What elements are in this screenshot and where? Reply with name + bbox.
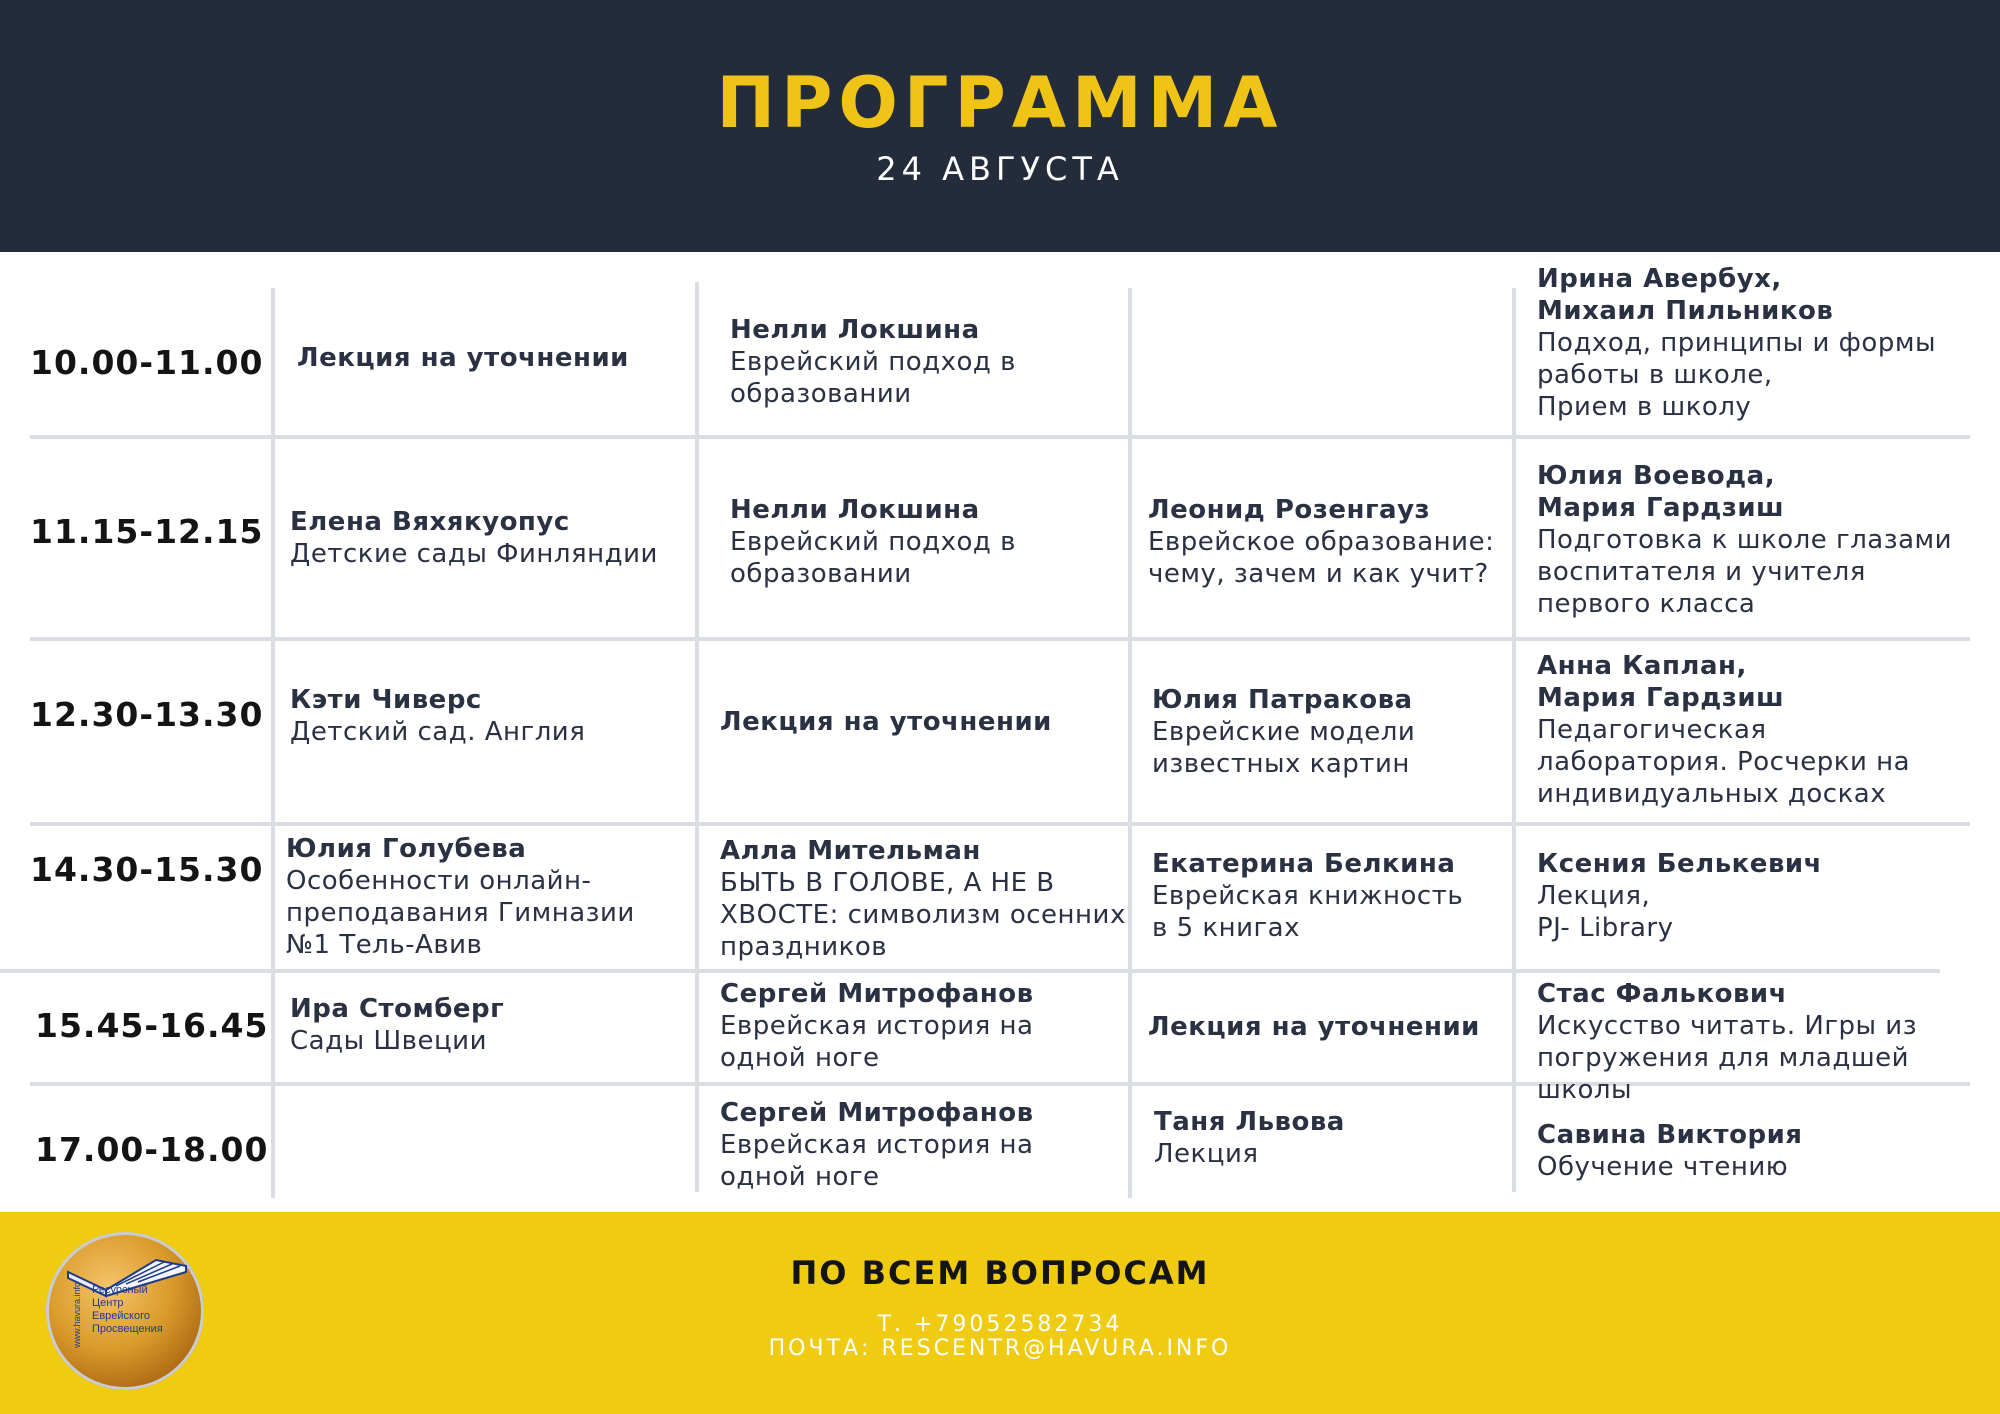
session-cell [1537, 978, 2000, 1106]
session-topic: Детские сады Финляндии [290, 539, 658, 569]
time-slot: 15.45-16.45 [35, 1006, 269, 1045]
session-cell [730, 494, 1016, 590]
session-cell [1537, 263, 1936, 423]
speaker-name: Алла Мительман [720, 836, 981, 866]
logo-org-name: Ресурсный Центр Еврейского Просвещения [92, 1284, 163, 1335]
session-topic: Детский сад. Англия [290, 717, 586, 747]
session-cell [1154, 1106, 1345, 1170]
session-topic: Еврейская книжность в 5 книгах [1152, 881, 1464, 943]
row-divider [0, 969, 1940, 973]
speaker-name: Сергей Митрофанов [720, 979, 1034, 1009]
speaker-name: Ксения Белькевич [1537, 849, 1822, 879]
speaker-name: Нелли Локшина [730, 315, 980, 345]
session-cell [720, 706, 1052, 738]
speaker-name: Ирина Авербух, Михаил Пильников [1537, 264, 1834, 326]
session-topic: Лекция [1154, 1139, 1259, 1169]
column-divider [271, 288, 275, 1198]
time-slot: 12.30-13.30 [30, 695, 264, 734]
session-topic: Особенности онлайн- преподавания Гимназии №1 Тель-Авив [286, 866, 635, 960]
session-cell [1148, 494, 1494, 590]
speaker-name: Екатерина Белкина [1152, 849, 1456, 879]
session-cell [297, 342, 629, 374]
session-cell [290, 684, 585, 748]
session-cell [1152, 848, 1463, 944]
time-slot: 14.30-15.30 [30, 850, 264, 889]
session-cell [290, 506, 658, 570]
speaker-name: Лекция на уточнении [297, 343, 629, 373]
session-cell [720, 978, 1034, 1074]
session-topic: Еврейский подход в образовании [730, 527, 1016, 589]
column-divider [1128, 288, 1132, 1198]
speaker-name: Стас Фалькович [1537, 979, 1788, 1009]
contact-phone: Т. +79052582734 [877, 1312, 1123, 1337]
speaker-name: Ира Стомберг [290, 994, 505, 1024]
contact-heading: ПО ВСЕМ ВОПРОСАМ [790, 1254, 1210, 1292]
logo-url: www.havura.info [72, 1281, 83, 1349]
column-divider [695, 282, 699, 1192]
speaker-name: Кэти Чиверс [290, 685, 482, 715]
logo [46, 1232, 204, 1390]
row-divider [30, 637, 1970, 641]
time-slot: 17.00-18.00 [35, 1130, 269, 1169]
session-cell [720, 835, 1126, 963]
session-cell [1537, 650, 1910, 810]
session-cell [1537, 460, 1952, 620]
session-topic: Обучение чтению [1537, 1152, 1789, 1182]
session-topic: Сады Швеции [290, 1026, 487, 1056]
session-cell [1537, 1119, 1803, 1183]
session-cell [1152, 684, 1415, 780]
session-topic: Подготовка к школе глазами воспитателя и учителя первого класса [1537, 525, 1953, 619]
speaker-name: Юлия Воевода, Мария Гардзиш [1537, 461, 1785, 523]
speaker-name: Анна Каплан, Мария Гардзиш [1537, 651, 1785, 713]
session-topic: Еврейская история на одной ноге [720, 1011, 1034, 1073]
contact-email: ПОЧТА: RESCENTR@HAVURA.INFO [768, 1336, 1232, 1361]
time-slot: 11.15-12.15 [30, 512, 264, 551]
session-cell [1148, 1011, 1480, 1043]
column-divider [1512, 288, 1516, 1192]
session-cell [290, 993, 504, 1057]
session-topic: Лекция, PJ- Library [1537, 881, 1674, 943]
speaker-name: Елена Вяхякуопус [290, 507, 570, 537]
time-slot: 10.00-11.00 [30, 343, 264, 382]
session-topic: Еврейские модели известных картин [1152, 717, 1416, 779]
speaker-name: Лекция на уточнении [720, 707, 1052, 737]
speaker-name: Юлия Патракова [1152, 685, 1413, 715]
session-cell [730, 314, 1016, 410]
footer-banner [0, 1212, 2000, 1414]
session-topic: Еврейский подход в образовании [730, 347, 1016, 409]
session-cell [1537, 848, 1822, 944]
event-date: 24 АВГУСТА [876, 150, 1124, 188]
speaker-name: Таня Львова [1154, 1107, 1345, 1137]
speaker-name: Юлия Голубева [286, 834, 527, 864]
speaker-name: Лекция на уточнении [1148, 1012, 1480, 1042]
speaker-name: Нелли Локшина [730, 495, 980, 525]
session-topic: Педагогическая лаборатория. Росчерки на индивидуальных досках [1537, 715, 1911, 809]
session-topic: Подход, принципы и формы работы в школе, Прием в школу [1537, 328, 1936, 422]
speaker-name: Савина Виктория [1537, 1120, 1803, 1150]
row-divider [30, 435, 1970, 439]
speaker-name: Сергей Митрофанов [720, 1098, 1034, 1128]
header-banner [0, 0, 2000, 252]
session-topic: Искусство читать. Игры из погружения для младшей школы [1537, 1011, 1918, 1105]
session-cell [286, 833, 635, 961]
speaker-name: Леонид Розенгауз [1148, 495, 1431, 525]
session-topic: БЫТЬ В ГОЛОВЕ, А НЕ В ХВОСТЕ: символизм осенних праздников [720, 868, 1126, 962]
row-divider [30, 822, 1970, 826]
session-topic: Еврейская история на одной ноге [720, 1130, 1034, 1192]
page-title: ПРОГРАММА [716, 62, 1284, 144]
session-topic: Еврейское образование: чему, зачем и как учит? [1148, 527, 1495, 589]
session-cell [720, 1097, 1034, 1193]
